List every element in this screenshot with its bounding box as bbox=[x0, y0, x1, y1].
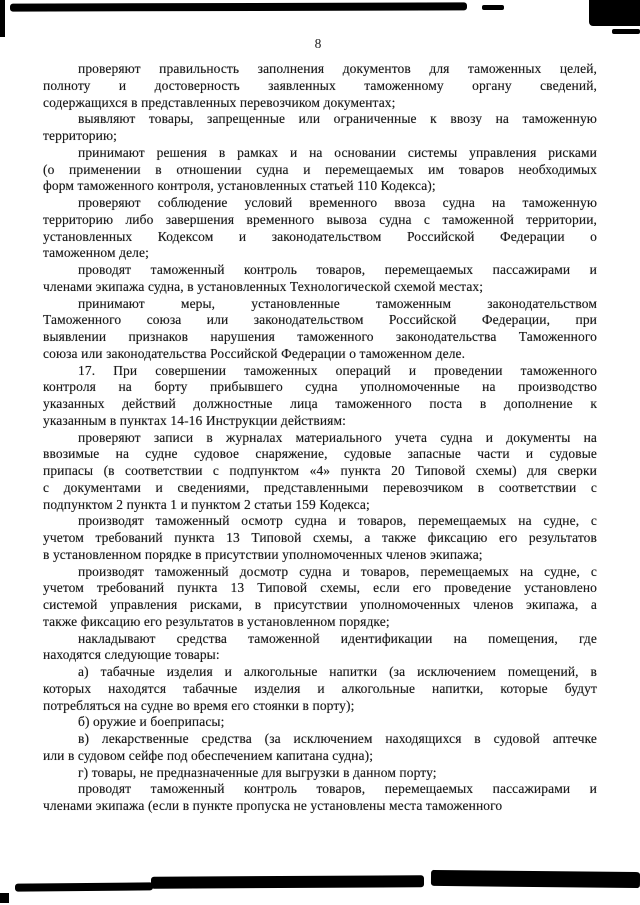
text-line: членами экипажа (если в пункте пропуска не установлены места таможенного bbox=[43, 798, 503, 813]
text-line: проводят таможенный контроль товаров, перемещаемых пассажирами и bbox=[78, 262, 597, 277]
text-line: выявлении признаков нарушения таможенного законодательства Таможенного bbox=[43, 329, 597, 344]
text-line: б) оружие и боеприпасы; bbox=[78, 714, 225, 730]
text-line: указанных действий должностные лица таможенного поста в дополнение к bbox=[43, 396, 597, 411]
text-line: принимают решения в рамках и на основании системы управления рисками bbox=[78, 144, 597, 160]
paragraph bbox=[43, 564, 597, 631]
text-line: полноту и достоверность заявленных таможенному органу сведений, bbox=[43, 77, 597, 93]
text-line: потребляться на судне во время его стоянки в порту); bbox=[43, 697, 355, 713]
text-line: (о применении в отношении судна и перемещаемых им товаров необходимых bbox=[43, 161, 597, 177]
paragraph bbox=[43, 195, 597, 262]
scan-mark-bottom-bar-left bbox=[15, 882, 153, 891]
scan-mark-top-bar bbox=[10, 2, 467, 11]
text-line: 17. При совершении таможенных операций и проведении таможенного bbox=[78, 362, 597, 378]
paragraph bbox=[43, 61, 597, 111]
scan-mark-top-right-dash bbox=[612, 29, 640, 34]
paragraph bbox=[43, 430, 597, 514]
text-line: ввозимые на судне судовое снаряжение, судовые запасные части и судовые bbox=[43, 446, 597, 462]
scan-mark-bottom-bar-right bbox=[431, 870, 640, 888]
paragraph bbox=[43, 664, 597, 714]
page-number: 8 bbox=[314, 36, 322, 51]
scan-mark-top-right-blob bbox=[589, 0, 640, 26]
scan-mark-bottom-left-dot bbox=[0, 893, 9, 903]
text-line: подпунктом 2 пункта 1 и пунктом 2 статьи 159 Кодекса; bbox=[43, 496, 370, 512]
paragraph bbox=[43, 765, 597, 782]
document-body bbox=[43, 61, 597, 815]
text-line: системой управления рисками, в присутствии уполномоченных членов экипажа, а bbox=[43, 597, 597, 612]
text-line: выявляют товары, запрещенные или ограниченные к ввозу на таможенную bbox=[78, 111, 597, 127]
text-line: указанным в пунктах 14-16 Инструкции действиям: bbox=[43, 412, 346, 428]
text-line: союза или законодательства Российской Федерации о таможенном деле. bbox=[43, 345, 466, 361]
text-line: проверяют соблюдение условий временного ввоза судна на таможенную bbox=[78, 195, 597, 210]
paragraph bbox=[43, 296, 597, 363]
text-line: накладывают средства таможенной идентификации на помещения, где bbox=[78, 630, 597, 646]
text-line: проводят таможенный контроль товаров, перемещаемых пассажирами и bbox=[78, 781, 597, 797]
text-line: территорию; bbox=[43, 128, 117, 143]
text-line: принимают меры, установленные таможенным законодательством bbox=[78, 295, 597, 311]
paragraph bbox=[43, 363, 597, 430]
text-line: а) табачные изделия и алкогольные напитки (за исключением помещений, в bbox=[78, 664, 597, 679]
paragraph bbox=[43, 262, 597, 296]
text-line: контроля на борту прибывшего судна уполномоченные на производство bbox=[43, 379, 597, 395]
scan-mark-top-dash bbox=[482, 5, 504, 10]
scan-mark-bottom-bar-middle bbox=[151, 875, 424, 888]
text-line: Таможенного союза или законодательством Российской Федерации, при bbox=[43, 312, 597, 328]
text-line: припасы (в соответствии с подпунктом «4» пункта 20 Типовой схемы) для сверки bbox=[43, 463, 597, 478]
text-line: учетом требований пункта 13 Типовой схемы, а также фиксацию его результатов bbox=[43, 530, 597, 545]
text-line: производят таможенный осмотр судна и товаров, перемещаемых на судне, с bbox=[78, 513, 597, 529]
text-line: таможенном деле; bbox=[43, 245, 149, 261]
text-line: установленных Кодексом и законодательством Российской Федерации о bbox=[43, 228, 597, 244]
text-line: также фиксацию его результатов в установленном порядке; bbox=[43, 613, 390, 629]
paragraph bbox=[43, 145, 597, 195]
paragraph bbox=[43, 731, 597, 765]
text-line: производят таможенный досмотр судна и товаров, перемещаемых на судне, с bbox=[78, 563, 597, 579]
text-line: с документами и сведениями, представленными перевозчиком в соответствии с bbox=[43, 479, 597, 495]
text-line: содержащихся в представленных перевозчиком документах; bbox=[43, 94, 396, 110]
text-line: проверяют правильность заполнения документов для таможенных целей, bbox=[78, 61, 597, 76]
paragraph bbox=[43, 111, 597, 145]
paragraph bbox=[43, 513, 597, 563]
text-line: учетом требований пункта 13 Типовой схемы, если его проведение установлено bbox=[43, 580, 597, 596]
paragraph bbox=[43, 631, 597, 665]
text-line: или в судовом сейфе под обеспечением капитана судна); bbox=[43, 747, 374, 763]
paragraph bbox=[43, 781, 597, 815]
text-line: проверяют записи в журналах материального учета судна и документы на bbox=[78, 429, 597, 445]
scan-mark-top-left-edge bbox=[0, 0, 5, 37]
text-line: форм таможенного контроля, установленных статьей 110 Кодекса); bbox=[43, 178, 436, 194]
text-line: членами экипажа судна, в установленных Технологической схемой местах; bbox=[43, 278, 484, 294]
text-line: находятся следующие товары: bbox=[43, 647, 220, 663]
text-line: в установленном порядке в присутствии уполномоченных членов экипажа; bbox=[43, 546, 483, 562]
text-line: которых находятся табачные изделия и алкогольные напитки, которые будут bbox=[43, 680, 597, 696]
paragraph bbox=[43, 714, 597, 731]
text-line: г) товары, не предназначенные для выгрузки в данном порту; bbox=[78, 764, 437, 780]
text-line: территорию либо завершения временного вывоза судна с таможенной территории, bbox=[43, 211, 597, 227]
text-line: в) лекарственные средства (за исключением находящихся в судовой аптечке bbox=[78, 731, 597, 746]
